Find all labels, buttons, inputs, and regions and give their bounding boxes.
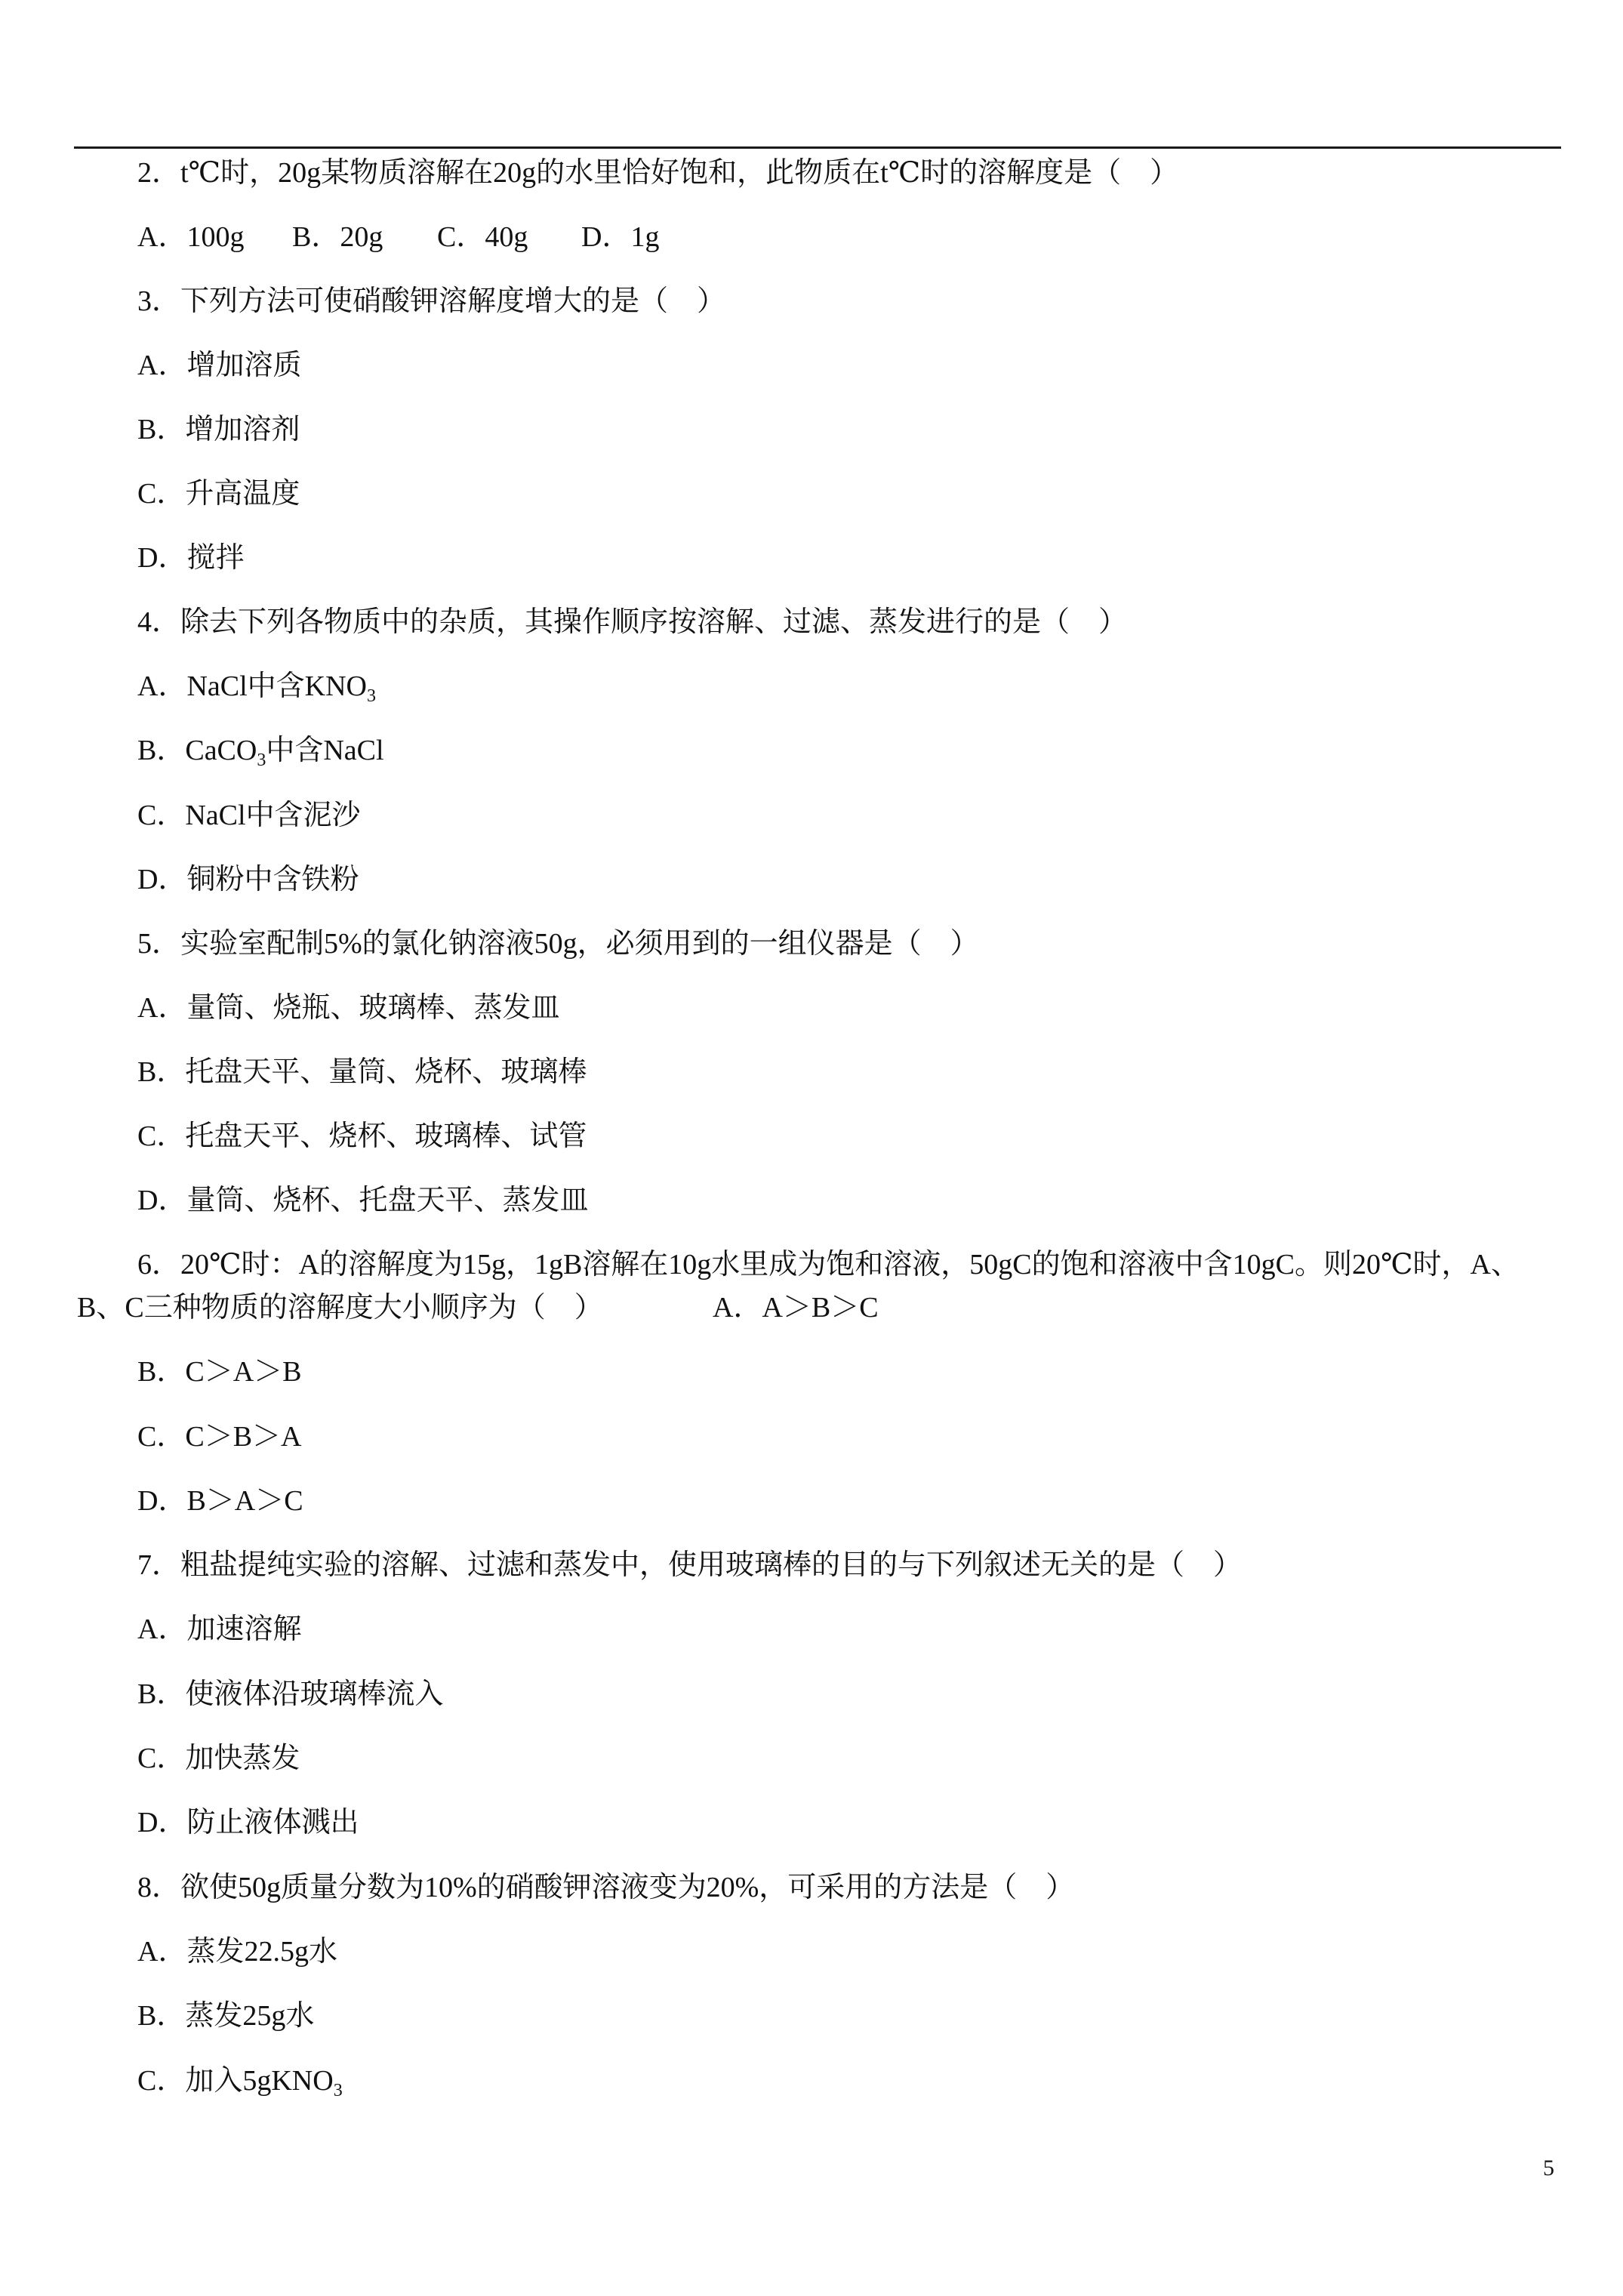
question-6-option-c: C．C＞B＞A [137,1421,302,1453]
question-5-option-d: D．量筒、烧杯、托盘天平、蒸发皿 [137,1185,589,1216]
question-6-option-d: D．B＞A＞C [137,1485,303,1517]
page-number: 5 [1543,2156,1554,2180]
question-3-option-b: B．增加溶剂 [137,414,300,445]
question-6-stem: 6．20℃时：A的溶解度为15g，1gB溶解在10g水里成为饱和溶液，50gC的饱和溶液中含10gC。则20℃时，A、 [137,1249,1520,1281]
question-4-option-a [137,668,376,704]
question-2-option-b: B．20g [292,221,383,253]
question-2-stem: 2．t℃时，20g某物质溶解在20g的水里恰好饱和，此物质在t℃时的溶解度是（ ） [137,157,1179,189]
question-7-option-b: B．使液体沿玻璃棒流入 [137,1678,444,1710]
question-8-stem: 8．欲使50g质量分数为10%的硝酸钾溶液变为20%，可采用的方法是（ ） [137,1872,1075,1903]
question-4-option-c: C．NaCl中含泥沙 [137,800,361,831]
header-rule [74,146,1561,149]
question-8-option-a: A．蒸发22.5g水 [137,1936,337,1968]
question-5-option-c: C．托盘天平、烧杯、玻璃棒、试管 [137,1120,587,1152]
question-4-option-d: D．铜粉中含铁粉 [137,864,359,895]
question-7-option-c: C．加快蒸发 [137,1743,300,1774]
question-3-option-c: C．升高温度 [137,478,300,510]
question-5-option-b: B．托盘天平、量筒、烧杯、玻璃棒 [137,1056,587,1088]
question-3-option-a: A．增加溶质 [137,350,302,381]
question-6-stem-continued: B、C三种物质的溶解度大小顺序为（ ） [77,1292,603,1324]
question-4-stem: 4．除去下列各物质中的杂质，其操作顺序按溶解、过滤、蒸发进行的是（ ） [137,606,1128,638]
option-text: C．加入5gKNO [137,2065,334,2097]
question-2-option-a: A．100g [137,221,245,253]
subscript: 3 [333,2081,343,2100]
question-2-option-d: D．1g [581,221,660,253]
question-6-option-a: A．A＞B＞C [713,1292,879,1324]
question-6-option-b: B．C＞A＞B [137,1356,302,1388]
question-5-option-a: A．量筒、烧瓶、玻璃棒、蒸发皿 [137,992,560,1024]
question-8-option-b: B．蒸发25g水 [137,2000,315,2032]
question-7-option-a: A．加速溶解 [137,1613,302,1645]
option-text: B．CaCO [137,735,257,766]
option-text: A．NaCl中含KNO [137,670,367,702]
question-2-option-c: C．40g [437,221,528,253]
question-4-option-b [137,732,384,769]
question-3-option-d: D．搅拌 [137,542,245,574]
question-7-stem: 7．粗盐提纯实验的溶解、过滤和蒸发中，使用玻璃棒的目的与下列叙述无关的是（ ） [137,1549,1243,1581]
option-text-after: 中含NaCl [266,735,384,766]
subscript: 3 [366,686,376,706]
subscript: 3 [257,750,266,770]
question-7-option-d: D．防止液体溅出 [137,1807,359,1838]
question-8-option-c [137,2063,343,2099]
question-3-stem: 3．下列方法可使硝酸钾溶解度增大的是（ ） [137,285,726,317]
question-5-stem: 5．实验室配制5%的氯化钠溶液50g，必须用到的一组仪器是（ ） [137,928,979,960]
